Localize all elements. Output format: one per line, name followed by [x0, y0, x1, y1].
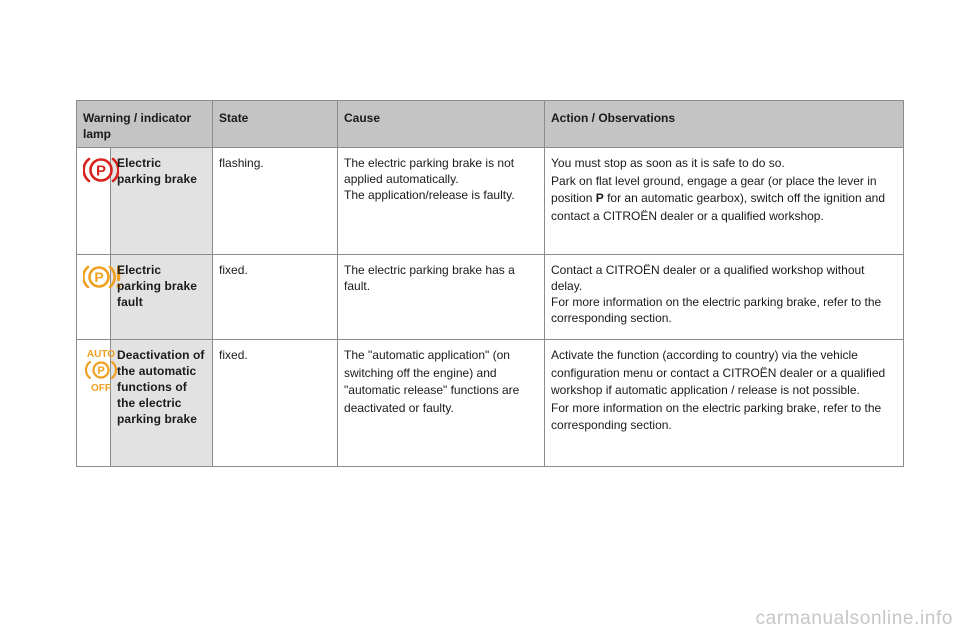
parking-brake-warning-icon	[83, 155, 107, 185]
action-cell: You must stop as soon as it is safe to do so. Park on flat level ground, engage a gear (or place the lever in position P for an automatic gearbox), switch off the ignition and contact a CITROËN dealer or a qualified workshop.	[545, 148, 904, 255]
table-row	[77, 255, 904, 340]
state-cell: flashing.	[213, 148, 338, 255]
action-cell: Activate the function (according to country) via the vehicle configuration menu or contact a CITROËN dealer or a qualified workshop if automatic application / release is not possible. For more information on the electric parking brake, refer to the corresponding section.	[545, 340, 904, 467]
cause-cell: The electric parking brake has a fault.	[338, 255, 545, 340]
lamp-icon-cell	[77, 148, 111, 255]
state-cell: fixed.	[213, 340, 338, 467]
table-row	[77, 340, 904, 467]
header-action: Action / Observations	[545, 101, 904, 148]
lamp-name: Deactivation of the automatic functions of the electric parking brake	[111, 340, 213, 467]
svg-text:P: P	[97, 365, 105, 377]
state-cell: fixed.	[213, 255, 338, 340]
lamp-icon-cell	[77, 255, 111, 340]
lamp-icon-cell	[77, 340, 116, 467]
warning-lamp-table	[76, 100, 904, 467]
svg-text:OFF: OFF	[91, 383, 111, 393]
header-state: State	[213, 101, 338, 148]
watermark-text: carmanualsonline.info	[755, 608, 953, 629]
svg-text:P: P	[94, 269, 104, 285]
lamp-name: Electric parking brake	[111, 148, 213, 255]
table-header-row	[77, 101, 904, 148]
svg-text:AUTO: AUTO	[86, 349, 116, 360]
auto-p-off-icon	[83, 347, 116, 393]
cause-cell: The "automatic application" (on switching off the engine) and "automatic release" functions are deactivated or faulty.	[338, 340, 545, 467]
header-lamp: Warning / indicator lamp	[77, 101, 213, 148]
table-row	[77, 148, 904, 255]
action-cell: Contact a CITROËN dealer or a qualified workshop without delay. For more information on the electric parking brake, refer to the corresponding section.	[545, 255, 904, 340]
lamp-name: Electric parking brake fault	[111, 255, 213, 340]
parking-brake-fault-icon	[83, 262, 104, 292]
svg-text:P: P	[95, 162, 107, 180]
cause-cell: The electric parking brake is not applied automatically. The application/release is faulty.	[338, 148, 545, 255]
header-cause: Cause	[338, 101, 545, 148]
